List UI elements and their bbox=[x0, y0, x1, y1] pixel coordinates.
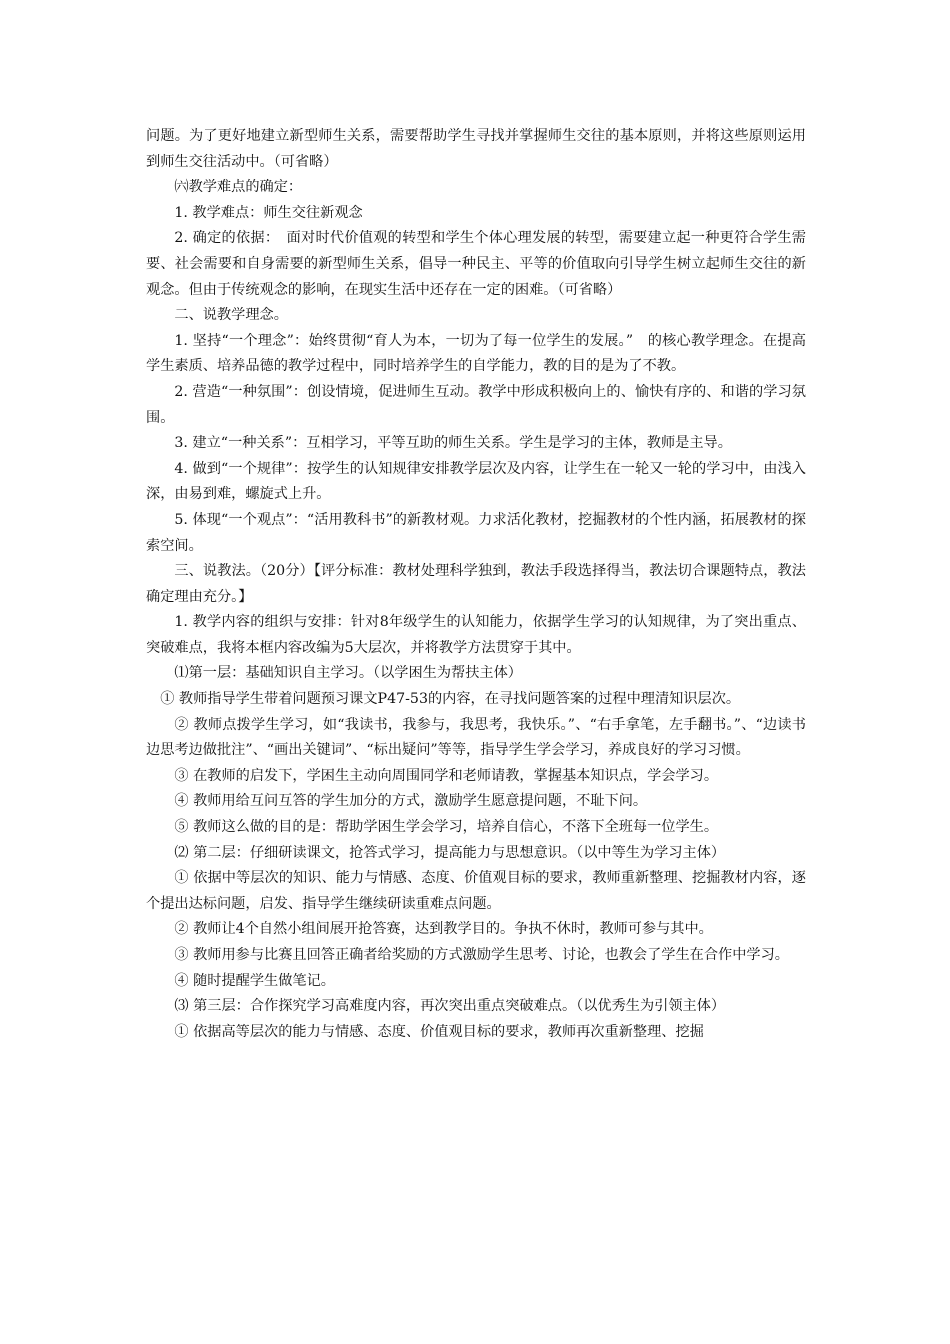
paragraph: ⑶ 第三层：合作探究学习高难度内容，再次突出重点突破难点。（以优秀生为引领主体） bbox=[174, 998, 726, 1015]
paragraph: ① 教师指导学生带着问题预习课文P47-53的内容，在寻找问题答案的过程中理清知识层次。 bbox=[160, 691, 741, 708]
paragraph: ④ 随时提醒学生做笔记。 bbox=[174, 972, 335, 989]
paragraph: ③ 教师用参与比赛且回答正确者给奖励的方式激励学生思考、讨论，也教会了学生在合作中学习。 bbox=[174, 947, 789, 963]
paragraph: ㈥教学难点的确定： bbox=[174, 179, 303, 196]
paragraph: 问题。为了更好地建立新型师生关系，需要帮助学生寻找并掌握师生交往的基本原则，并将这些原则运用到师生交往活动中。（可省略） bbox=[146, 128, 806, 170]
paragraph: ⑵ 第二层：仔细研读课文，抢答式学习，提高能力与思想意识。（以中等生为学习主体） bbox=[174, 844, 726, 861]
paragraph: ② 教师点拨学生学习，如“我读书，我参与，我思考，我快乐。”、“右手拿笔，左手翻书。”、“边读书边思考边做批注”、“画出关键词”、“标出疑问”等等，指导学生学会学习，养成良好的学习习惯。 bbox=[146, 716, 806, 759]
paragraph: ② 教师让4个自然小组间展开抢答赛，达到教学目的。争执不休时，教师可参与其中。 bbox=[174, 921, 713, 938]
paragraph: 2. 营造“一种氛围”：创设情境，促进师生互动。教学中形成积极向上的、愉快有序的、和谐的学习氛围。 bbox=[146, 383, 806, 426]
paragraph: 三、说教法。（20分）【评分标准：教材处理科学独到，教法手段选择得当，教法切合课题特点，教法确定理由充分。】 bbox=[146, 563, 806, 605]
paragraph: 1. 教学难点：师生交往新观念 bbox=[174, 204, 363, 221]
paragraph: 4. 做到“一个规律”：按学生的认知规律安排教学层次及内容，让学生在一轮又一轮的学习中，由浅入深，由易到难，螺旋式上升。 bbox=[146, 460, 806, 503]
paragraph: 1. 教学内容的组织与安排：针对8年级学生的认知能力，依据学生学习的认知规律，为了突出重点、突破难点，我将本框内容改编为5大层次，并将教学方法贯穿于其中。 bbox=[146, 614, 806, 656]
paragraph: ① 依据中等层次的知识、能力与情感、态度、价值观目标的要求，教师重新整理、挖掘教材内容，逐个提出达标问题，启发、指导学生继续研读重难点问题。 bbox=[146, 870, 806, 912]
paragraph: ⑤ 教师这么做的目的是：帮助学困生学会学习，培养自信心，不落下全班每一位学生。 bbox=[174, 819, 719, 836]
paragraph: 二、说教学理念。 bbox=[174, 307, 288, 324]
paragraph: 3. 建立“一种关系”：互相学习，平等互助的师生关系。学生是学习的主体，教师是主导。 bbox=[174, 435, 732, 452]
document-page bbox=[146, 124, 806, 1045]
paragraph: 1. 坚持“一个理念”：始终贯彻“育人为本，一切为了每一位学生的发展。” 的核心教学理念。在提高学生素质、培养品德的教学过程中，同时培养学生的自学能力，教的目的是为了不教。 bbox=[146, 332, 806, 375]
paragraph: 2. 确定的依据： 面对时代价值观的转型和学生个体心理发展的转型，需要建立起一种更符合学生需要、社会需要和自身需要的新型师生关系，倡导一种民主、平等的价值取向引导学生树立起师生交往的新观念。但由于传统观念的影响，在现实生活中还存在一定的困难。（可省略） bbox=[146, 230, 806, 298]
paragraph: ⑴第一层：基础知识自主学习。（以学困生为帮扶主体） bbox=[174, 665, 522, 682]
paragraph: ④ 教师用给互问互答的学生加分的方式，激励学生愿意提问题，不耻下问。 bbox=[174, 793, 648, 810]
paragraph: ③ 在教师的启发下，学困生主动向周围同学和老师请教，掌握基本知识点，学会学习。 bbox=[174, 767, 719, 784]
paragraph: ① 依据高等层次的能力与情感、态度、价值观目标的要求，教师再次重新整理、挖掘 bbox=[174, 1023, 704, 1040]
paragraph: 5. 体现“一个观点”：“活用教科书”的新教材观。力求活化教材，挖掘教材的个性内涵，拓展教材的探索空间。 bbox=[146, 511, 806, 554]
